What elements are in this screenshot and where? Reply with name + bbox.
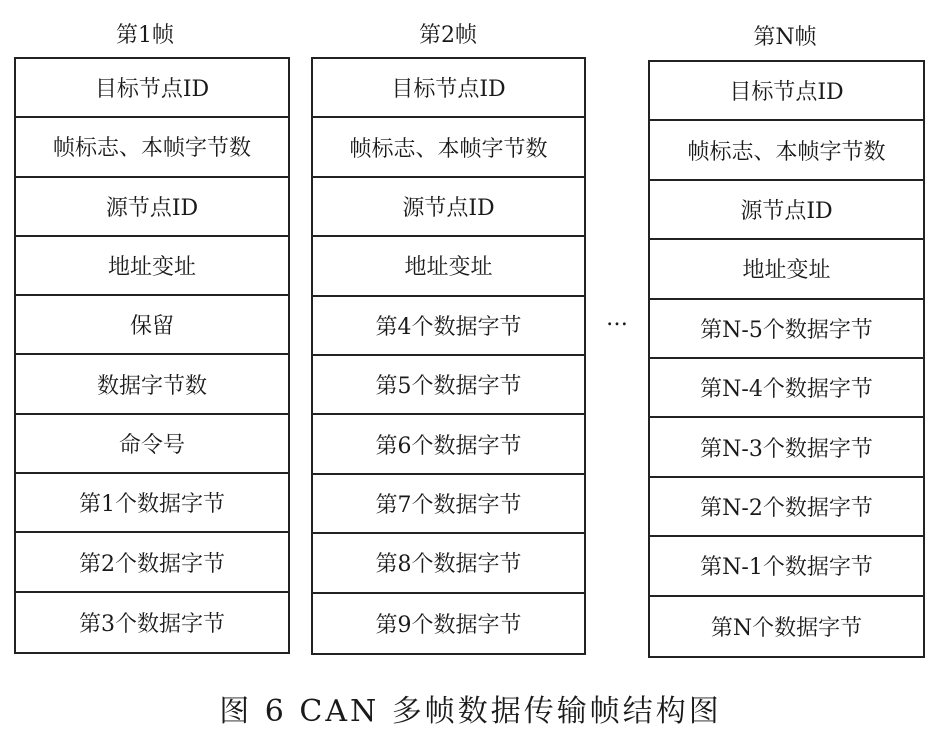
- frame-1-row: 第1个数据字节: [16, 474, 288, 533]
- ellipsis: …: [606, 306, 629, 331]
- frame-n-row: 第N-4个数据字节: [650, 359, 923, 418]
- frame-1-row: 帧标志、本帧字节数: [16, 118, 288, 177]
- frame-2-row: 目标节点ID: [313, 59, 584, 118]
- frame-1-row: 源节点ID: [16, 178, 288, 237]
- frame-1-row: 目标节点ID: [16, 59, 288, 118]
- frame-n-row: 目标节点ID: [650, 62, 923, 121]
- figure-caption: 图 6 CAN 多帧数据传输帧结构图: [219, 694, 722, 729]
- frame-1-row: 地址变址: [16, 237, 288, 296]
- frame-1-title: 第1帧: [116, 23, 174, 48]
- frame-1-row: 命令号: [16, 415, 288, 474]
- frame-n-row: 第N-5个数据字节: [650, 300, 923, 359]
- frame-1-table: [14, 57, 290, 654]
- frame-2-row: 第6个数据字节: [313, 415, 584, 474]
- frame-1-row: 保留: [16, 296, 288, 355]
- frame-n-row: 源节点ID: [650, 181, 923, 240]
- frame-2-row: 源节点ID: [313, 178, 584, 237]
- frame-1-row: 数据字节数: [16, 355, 288, 414]
- frame-2-row: 第8个数据字节: [313, 534, 584, 593]
- frame-2-table: [311, 57, 586, 655]
- frame-1-row: 第2个数据字节: [16, 533, 288, 592]
- frame-2-row: 地址变址: [313, 237, 584, 296]
- frame-n-row: 地址变址: [650, 240, 923, 299]
- frame-2-row: 帧标志、本帧字节数: [313, 118, 584, 177]
- frame-n-table: [648, 60, 925, 658]
- frame-2-row: 第5个数据字节: [313, 356, 584, 415]
- frame-n-row: 第N个数据字节: [710, 615, 863, 641]
- frame-n-row: 第N-2个数据字节: [650, 478, 923, 537]
- frame-n-row: 第N-1个数据字节: [650, 537, 923, 596]
- frame-2-row: 第7个数据字节: [313, 475, 584, 534]
- frame-n-row: 第N-3个数据字节: [650, 418, 923, 477]
- frame-1-row: 第3个数据字节: [79, 611, 225, 637]
- frame-n-row: 帧标志、本帧字节数: [650, 121, 923, 180]
- frame-2-title: 第2帧: [419, 23, 477, 48]
- frame-2-row: 第9个数据字节: [375, 612, 522, 638]
- frame-n-title: 第N帧: [753, 25, 817, 50]
- frame-2-row: 第4个数据字节: [313, 297, 584, 356]
